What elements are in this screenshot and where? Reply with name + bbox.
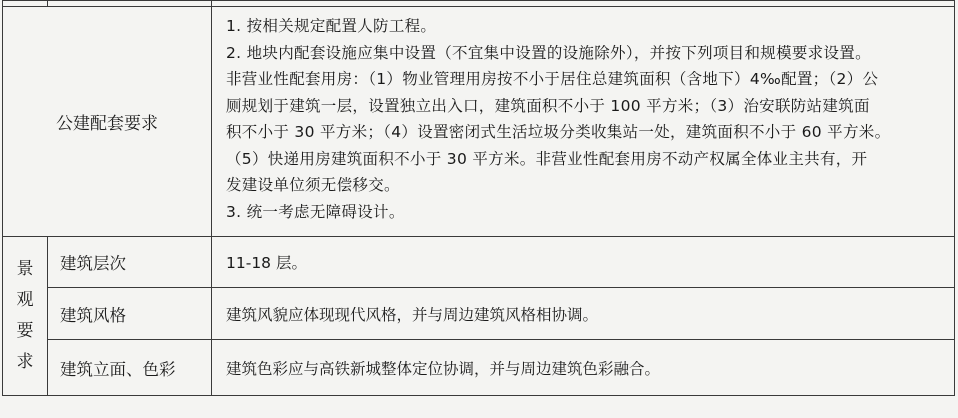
table-row-building-style bbox=[3, 288, 955, 340]
requirement-line: 厕规划于建筑一层，设置独立出入口，建筑面积不小于 100 平方米；（3）治安联防站建筑面 bbox=[226, 96, 870, 115]
landscape-label-char: 求 bbox=[16, 352, 34, 372]
requirement-line: 3. 统一考虑无障碍设计。 bbox=[226, 202, 405, 221]
requirement-line: 2. 地块内配套设施应集中设置（不宜集中设置的设施除外），并按下列项目和规模要求设置。 bbox=[226, 43, 871, 62]
planning-requirements-table bbox=[2, 0, 955, 396]
public-facilities-label: 公建配套要求 bbox=[3, 7, 212, 237]
landscape-label-char: 要 bbox=[16, 321, 34, 341]
landscape-label-char: 景 bbox=[16, 259, 34, 279]
table-row-facade-color bbox=[3, 340, 955, 396]
building-style-value: 建筑风貌应体现现代风格，并与周边建筑风格相协调。 bbox=[212, 288, 955, 340]
requirement-line: 1. 按相关规定配置人防工程。 bbox=[226, 17, 437, 35]
building-level-value: 11-18 层。 bbox=[212, 237, 955, 288]
landscape-label-char: 观 bbox=[16, 290, 34, 310]
facade-color-value: 建筑色彩应与高铁新城整体定位协调，并与周边建筑色彩融合。 bbox=[212, 340, 955, 396]
public-facilities-requirements bbox=[212, 7, 955, 237]
requirement-line: 积不小于 30 平方米；（4）设置密闭式生活垃圾分类收集站一处，建筑面积不小于 60 平方米。 bbox=[226, 123, 891, 141]
requirement-line: 发建设单位须无偿移交。 bbox=[226, 176, 400, 194]
table-row-public-facilities bbox=[3, 7, 955, 237]
building-style-label: 建筑风格 bbox=[48, 288, 212, 340]
building-level-label: 建筑层次 bbox=[48, 237, 212, 288]
requirement-line: 非营业性配套用房：（1）物业管理用房按不小于居住总建筑面积（含地下）4‰配置；（2）公 bbox=[226, 70, 879, 88]
facade-color-label: 建筑立面、色彩 bbox=[48, 340, 212, 396]
requirement-line: （5）快递用房建筑面积不小于 30 平方米。非营业性配套用房不动产权属全体业主共有，开 bbox=[226, 149, 868, 168]
landscape-requirements-label bbox=[3, 237, 48, 396]
table-row-building-level bbox=[3, 237, 955, 288]
